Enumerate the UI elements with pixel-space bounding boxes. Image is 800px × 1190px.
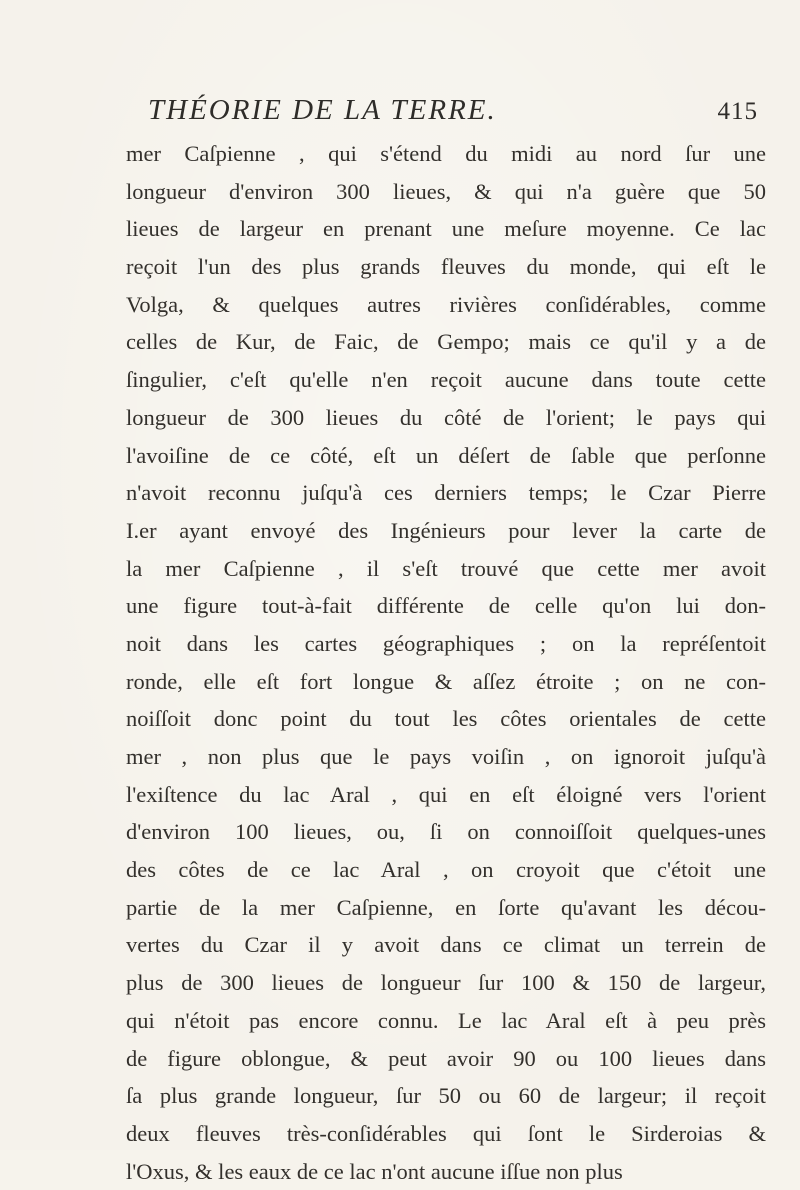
text-line: de figure oblongue, & peut avoir 90 ou 100 lieues dans <box>126 1045 766 1071</box>
page-number: 415 <box>717 98 758 125</box>
text-line: l'avoiſine de ce côté, eſt un déſert de ſable que perſonne <box>126 442 766 468</box>
text-line: lieues de largeur en prenant une meſure moyenne. Ce lac <box>126 216 766 242</box>
text-line: mer , non plus que le pays voiſin , on ignoroit juſqu'à <box>126 744 766 769</box>
text-line: la mer Caſpienne , il s'eſt trouvé que cette mer avoit <box>126 555 766 581</box>
text-line: I.er ayant envoyé des Ingénieurs pour lever la carte de <box>126 517 766 543</box>
running-title: THÉORIE DE LA TERRE. <box>148 94 497 126</box>
text-line: l'Oxus, & les eaux de ce lac n'ont aucune iſſue non plus <box>126 1158 623 1184</box>
text-line: ſingulier, c'eſt qu'elle n'en reçoit aucune dans toute cette <box>126 367 766 393</box>
text-line: Volga, & quelques autres rivières conſidérables, comme <box>126 291 766 317</box>
text-line: longueur d'environ 300 lieues, & qui n'a guère que 50 <box>126 178 766 204</box>
text-line: noit dans les cartes géographiques ; on la repréſentoit <box>126 630 766 656</box>
text-line: partie de la mer Caſpienne, en ſorte qu'avant les décou- <box>126 894 766 920</box>
body-text <box>126 135 766 1190</box>
text-line: noiſſoit donc point du tout les côtes orientales de cette <box>126 706 766 732</box>
text-line: des côtes de ce lac Aral , on croyoit que c'étoit une <box>126 857 766 883</box>
page-header <box>148 94 758 138</box>
text-line: celles de Kur, de Faic, de Gempo; mais ce qu'il y a de <box>126 329 766 355</box>
text-line: plus de 300 lieues de longueur ſur 100 & 150 de largeur, <box>126 970 766 996</box>
text-line: ſa plus grande longueur, ſur 50 ou 60 de largeur; il reçoit <box>126 1083 766 1109</box>
text-line: mer Caſpienne , qui s'étend du midi au nord ſur une <box>126 141 766 166</box>
text-line: deux fleuves très-conſidérables qui ſont le Sirderoias & <box>126 1120 766 1146</box>
text-line: n'avoit reconnu juſqu'à ces derniers temps; le Czar Pierre <box>126 480 766 506</box>
text-line: d'environ 100 lieues, ou, ſi on connoiſſoit quelques-unes <box>126 819 766 845</box>
text-line: longueur de 300 lieues du côté de l'orient; le pays qui <box>126 404 766 430</box>
text-line: une figure tout-à-fait différente de celle qu'on lui don- <box>126 593 766 619</box>
text-line: vertes du Czar il y avoit dans ce climat un terrein de <box>126 932 766 958</box>
text-line: reçoit l'un des plus grands fleuves du monde, qui eſt le <box>126 254 766 280</box>
text-line: l'exiſtence du lac Aral , qui en eſt éloigné vers l'orient <box>126 781 766 807</box>
text-line: qui n'étoit pas encore connu. Le lac Aral eſt à peu près <box>126 1007 766 1033</box>
text-line: ronde, elle eſt fort longue & aſſez étroite ; on ne con- <box>126 668 766 694</box>
